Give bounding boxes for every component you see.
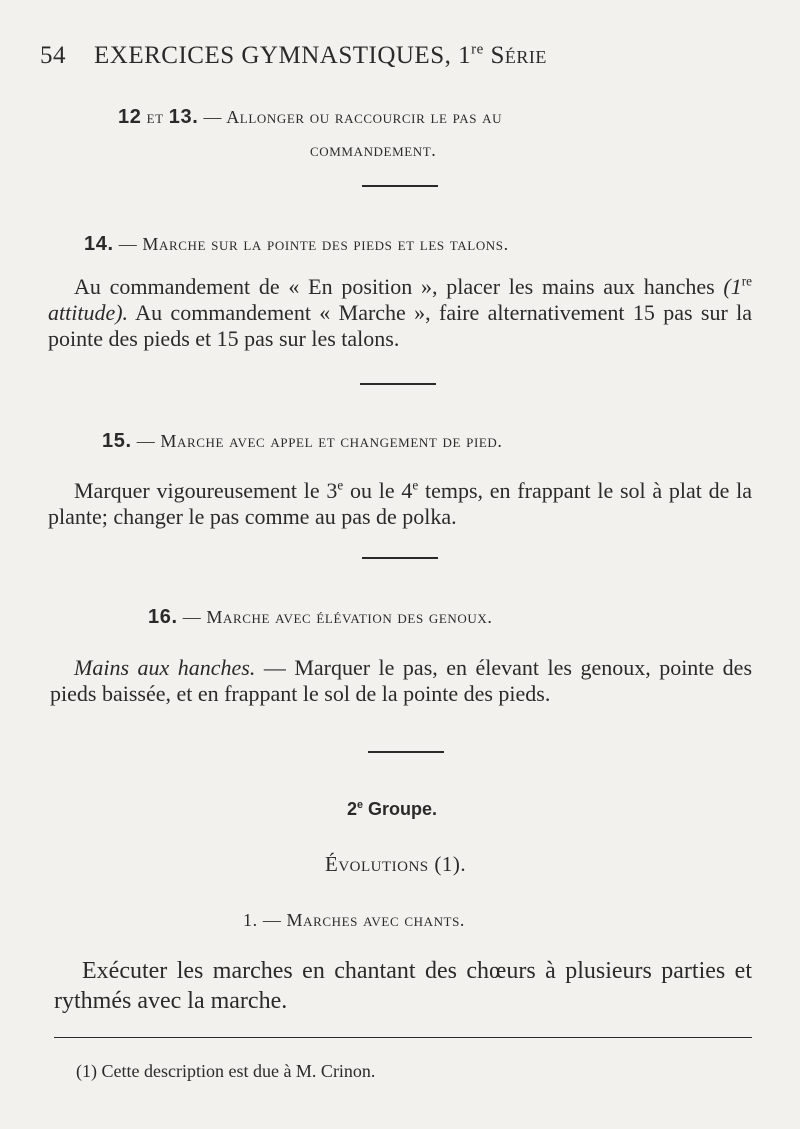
evolutions-title: Évolutions [325, 852, 429, 876]
group-sup: e [357, 799, 364, 811]
section-15-text-2: ou le 4 [343, 478, 413, 503]
section-15-sup-1: e [337, 477, 344, 493]
section-1-number: 1. [243, 910, 258, 930]
section-1-title: — Marches avec chants. [262, 910, 466, 930]
section-16-number: 16. [148, 606, 178, 628]
group-label: Groupe. [363, 799, 438, 819]
section-14-paragraph [48, 274, 752, 352]
section-16-paragraph [50, 655, 752, 707]
section-14-number: 14. [84, 233, 114, 255]
section-12-13-title: — Allonger ou raccourcir le pas au [203, 107, 503, 127]
section-divider [368, 751, 444, 753]
section-1-paragraph: Exécuter les marches en chantant des chœurs à plusieurs parties et rythmés avec la marche. [54, 958, 752, 1014]
section-15-paragraph [48, 478, 752, 530]
section-16-title: — Marche avec élévation des genoux. [182, 607, 493, 627]
section-12-13-title-line2: commandement. [310, 140, 437, 160]
header-title-sup: re [471, 41, 484, 58]
section-divider [362, 185, 438, 187]
evolutions-heading [325, 852, 466, 877]
section-15-text-3: temps, en frappant le sol à plat de la plante; changer le pas comme au pas de polka. [48, 478, 753, 529]
page-number: 54 [40, 42, 66, 69]
section-15-title: — Marche avec appel et changement de pied. [136, 431, 503, 451]
section-12-13-heading [118, 106, 502, 129]
evolutions-note-ref: (1). [428, 852, 467, 876]
section-divider [360, 383, 436, 385]
section-12-conj: et [146, 107, 164, 127]
group-number: 2 [347, 799, 358, 819]
section-divider [362, 557, 438, 559]
section-14-italic-2: attitude). [48, 300, 129, 325]
footnote: (1) Cette description est due à M. Crinon. [76, 1061, 376, 1081]
section-15-heading [102, 430, 503, 453]
section-14-italic-sup: re [741, 273, 752, 289]
section-14-italic: (1 [723, 274, 742, 299]
section-14-text-1: Au commandement de « En position », placer les mains aux hanches [74, 274, 724, 299]
section-12-number: 12 [118, 106, 142, 128]
section-15-number: 15. [102, 430, 132, 452]
section-1-heading [243, 910, 465, 931]
section-15-text-1: Marquer vigoureusement le 3 [74, 478, 338, 503]
header-series: Série [490, 42, 547, 69]
section-13-number: 13. [168, 106, 199, 128]
running-header [40, 42, 680, 70]
section-16-heading [148, 606, 492, 629]
footnote-rule [54, 1037, 752, 1038]
section-14-title: — Marche sur la pointe des pieds et les talons. [118, 234, 509, 254]
group-heading [347, 799, 437, 820]
section-14-text-2: Au commandement « Marche », faire alternativement 15 pas sur la pointe des pieds et 15 pas sur les talons. [48, 300, 752, 351]
section-14-heading [84, 233, 509, 256]
section-15-sup-2: e [412, 477, 419, 493]
header-title: EXERCICES GYMNASTIQUES, 1 [94, 42, 472, 69]
section-16-italic: Mains aux hanches. [74, 655, 256, 680]
section-16-text: — Marquer le pas, en élevant les genoux, pointe des pieds baissée, et en frappant le sol de la pointe des pieds. [50, 655, 753, 706]
